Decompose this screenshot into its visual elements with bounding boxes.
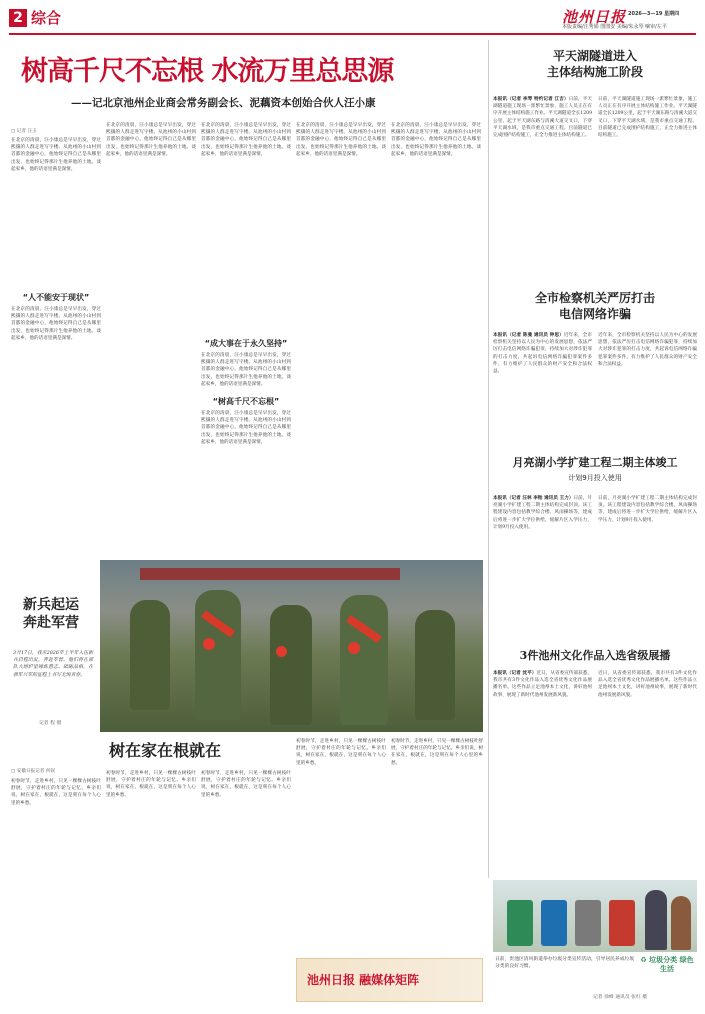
recycle-icon: ♻ bbox=[640, 956, 647, 964]
recruit-block bbox=[9, 560, 483, 732]
rooted-col-3 bbox=[201, 770, 291, 1003]
fraud-col-1 bbox=[493, 332, 592, 440]
rooted-text: 初春时节，走进乡村，只见一棵棵古树枝叶舒展，守护着村庄的年轮与记忆。乡亲们说，树在家在，根就在，这是刻在每个人心里的乡愁。 bbox=[391, 739, 483, 766]
photo-figure bbox=[270, 605, 312, 725]
photo-banner-strip bbox=[140, 568, 400, 580]
recruit-credit: 记者 程 摄 bbox=[39, 721, 62, 726]
lead-subhead-3: “树高千尺不忘根” bbox=[212, 397, 280, 406]
rooted-headline: 树在家在根就在 bbox=[109, 741, 222, 760]
photo-figure bbox=[340, 595, 388, 725]
bin-icon bbox=[541, 900, 567, 946]
recruit-photo bbox=[100, 560, 483, 732]
paper-logo: 池州日报 bbox=[562, 8, 627, 26]
school-col-1 bbox=[493, 495, 592, 630]
culture-text: 近日，从省委宣传部获悉，我市共有3件文化作品入选全省优秀文化作品展播名单。这些作品立足池州本土文化，讲好池州故事，展现了新时代池州发展新风貌。 bbox=[598, 671, 697, 698]
lead-paragraph: 在北京的清晨，汪小康总是早早出发，穿过熙攘的人群走进写字楼。从池州的小山村到首都的金融中心，他始终记得自己是从哪里出发，也始终记得那片生他养他的土地。谈起家乡，他的话语里满是深情。 bbox=[391, 123, 481, 157]
rooted-col-4 bbox=[296, 738, 386, 950]
lead-col-1 bbox=[11, 137, 101, 290]
garbage-slogan-text: 垃圾分类 绿色生活 bbox=[649, 956, 694, 973]
lead-paragraph: 在北京的清晨，汪小康总是早早出发，穿过熙攘的人群走进写字楼。从池州的小山村到首都的金融中心，他始终记得自己是从哪里出发，也始终记得那片生他养他的土地。谈起家乡，他的话语里满是深情。 bbox=[296, 123, 386, 157]
school-col-2 bbox=[598, 495, 697, 535]
photo-figure bbox=[671, 896, 691, 950]
rooted-col-2 bbox=[106, 770, 196, 1003]
fraud-col-2 bbox=[598, 332, 697, 440]
lead-paragraph: 在北京的清晨，汪小康总是早早出发，穿过熙攘的人群走进写字楼。从池州的小山村到首都的金融中心，他始终记得自己是从哪里出发，也始终记得那片生他养他的土地。谈起家乡，他的话语里满是深情。 bbox=[11, 138, 101, 172]
lead-byline: □ 记者 汪玉 bbox=[11, 129, 37, 134]
lead-paragraph: 在北京的清晨，汪小康总是早早出发，穿过熙攘的人群走进写字楼。从池州的小山村到首都的金融中心，他始终记得自己是从哪里出发，也始终记得那片生他养他的土地。谈起家乡，他的话语里满是深情。 bbox=[201, 353, 291, 387]
lead-subtitle: ——记北京池州企业商会常务副会长、泥藕资本创始合伙人汪小康 bbox=[71, 97, 376, 109]
header-rule bbox=[9, 33, 696, 35]
lead-col-4 bbox=[296, 122, 386, 628]
tunnel-headline-line1: 平天湖隧道进入 bbox=[552, 49, 637, 63]
lead-subhead-1: “人不能安于现状” bbox=[22, 293, 90, 302]
garbage-block bbox=[493, 880, 697, 1008]
fraud-headline-line2: 电信网络诈骗 bbox=[558, 307, 631, 321]
lead-paragraph: 在北京的清晨，汪小康总是早早出发，穿过熙攘的人群走进写字楼。从池州的小山村到首都的金融中心，他始终记得自己是从哪里出发，也始终记得那片生他养他的土地。谈起家乡，他的话语里满是深情。 bbox=[201, 411, 291, 445]
lead-paragraph: 在北京的清晨，汪小康总是早早出发，穿过熙攘的人群走进写字楼。从池州的小山村到首都的金融中心，他始终记得自己是从哪里出发，也始终记得那片生他养他的土地。谈起家乡，他的话语里满是深情。 bbox=[106, 123, 196, 157]
photo-figure bbox=[130, 600, 170, 710]
photo-figure bbox=[195, 590, 241, 720]
culture-article bbox=[493, 646, 697, 876]
rooted-text: 初春时节，走进乡村，只见一棵棵古树枝叶舒展，守护着村庄的年轮与记忆。乡亲们说，树在家在，根就在，这是刻在每个人心里的乡愁。 bbox=[201, 771, 291, 798]
section-title: 综合 bbox=[31, 9, 62, 27]
lead-col-3 bbox=[201, 122, 291, 336]
school-byline: 本报讯（记者 汪林 李贻 通讯员 王力） bbox=[493, 496, 574, 501]
fraud-headline bbox=[493, 290, 697, 322]
culture-text: 近日，从省委宣传部获悉，我市共有3件文化作品入选全省优秀文化作品展播名单。这些作品立足池州本土文化，讲好池州故事，展现了新时代池州发展新风貌。 bbox=[493, 671, 592, 698]
tunnel-byline: 本报讯（记者 李琴 特约记者 江吉） bbox=[493, 97, 569, 102]
recruit-headline-line2: 奔赴军营 bbox=[23, 615, 79, 631]
tunnel-headline-line2: 主体结构施工阶段 bbox=[546, 65, 643, 79]
lead-headline: 树高千尺不忘根 水流万里总思源 bbox=[21, 56, 394, 87]
photo-flower bbox=[348, 642, 360, 654]
lead-col-3b bbox=[201, 352, 291, 393]
bin-icon bbox=[609, 900, 635, 946]
column-divider bbox=[488, 40, 489, 878]
editor-credits: 本版责编/汪秀娟 图图安 美编/朱永琴 嘀审/左平 bbox=[562, 24, 667, 30]
fraud-text: 近年来，全市检察机关坚持以人民为中心的发展思想，依法严厉打击电信网络诈骗犯罪，持续加大对涉诈犯罪的打击力度，共起诉电信网络诈骗犯罪案件多件，有力维护了人民群众的财产安全和合法权益。 bbox=[598, 333, 697, 367]
garbage-credit: 记者 徐峰 通讯员 张红 摄 bbox=[593, 995, 648, 1000]
lead-col-5 bbox=[391, 122, 481, 582]
bin-icon bbox=[507, 900, 533, 946]
garbage-caption: 日前，贵池区清风街道举办垃圾分类宣传活动，引导居民养成垃圾分类的良好习惯。 bbox=[495, 957, 635, 969]
culture-byline: 本报讯（记者 沈平） bbox=[493, 671, 537, 676]
rooted-text: 初春时节，走进乡村，只见一棵棵古树枝叶舒展，守护着村庄的年轮与记忆。乡亲们说，树在家在，根就在，这是刻在每个人心里的乡愁。 bbox=[11, 779, 101, 806]
fraud-byline: 本报讯（记者 陈曼 通讯员 钟思） bbox=[493, 333, 564, 338]
tunnel-col-1 bbox=[493, 96, 592, 261]
lead-article bbox=[9, 40, 483, 632]
photo-figure bbox=[645, 890, 667, 950]
lead-col-2 bbox=[106, 122, 196, 628]
issue-date: 2026—3—19 星期四 bbox=[628, 11, 680, 17]
bin-icon bbox=[575, 900, 601, 946]
tunnel-text: 日前，平天湖隧道施工现场一派繁忙景象，施工人员正在有序开展主体结构施工作业。平天湖隧道全长1209公里，起于平天湖东路与清溪大道交叉口，下穿平天湖水域，是我市重点交通工程。目前隧道已完成围护结构施工，正全力推进主体结构施工。 bbox=[493, 97, 592, 139]
culture-col-1 bbox=[493, 670, 592, 868]
lead-paragraph: 在北京的清晨，汪小康总是早早出发，穿过熙攘的人群走进写字楼。从池州的小山村到首都的金融中心，他始终记得自己是从哪里出发，也始终记得那片生他养他的土地。谈起家乡，他的话语里满是深情。 bbox=[11, 307, 101, 341]
page-number-badge: 2 bbox=[9, 9, 27, 27]
photo-flower bbox=[276, 646, 287, 657]
fraud-headline-line1: 全市检察机关严厉打击 bbox=[534, 291, 655, 305]
school-text: 日前，月亮湖小学扩建工程二期主体结构完成封顶。该工程建设内容包括教学综合楼、风雨操场等，建成后将进一步扩大学位供给，缓解片区入学压力，计划9月投入使用。 bbox=[493, 496, 592, 530]
lead-subhead-2: “成大事在于永久坚持” bbox=[204, 339, 288, 348]
school-headline: 月亮湖小学扩建工程二期主体竣工 bbox=[512, 456, 678, 469]
rooted-text: 初春时节，走进乡村，只见一棵棵古树枝叶舒展，守护着村庄的年轮与记忆。乡亲们说，树在家在，根就在，这是刻在每个人心里的乡愁。 bbox=[296, 739, 386, 766]
rooted-byline: □ 安徽日报记者 何叙 bbox=[11, 769, 56, 774]
garbage-photo bbox=[493, 880, 697, 952]
photo-flower bbox=[203, 638, 215, 650]
school-text: 日前，月亮湖小学扩建工程二期主体结构完成封顶。该工程建设内容包括教学综合楼、风雨操场等，建成后将进一步扩大学位供给，缓解片区入学压力，计划9月投入使用。 bbox=[598, 496, 697, 523]
culture-col-2 bbox=[598, 670, 697, 770]
photo-figure bbox=[415, 610, 455, 720]
tunnel-article bbox=[493, 40, 697, 265]
fraud-text: 近年来，全市检察机关坚持以人民为中心的发展思想，依法严厉打击电信网络诈骗犯罪，持续加大对涉诈犯罪的打击力度，共起诉电信网络诈骗犯罪案件多件，有力维护了人民群众的财产安全和合法权益。 bbox=[493, 333, 592, 375]
rooted-col-1 bbox=[11, 778, 101, 1003]
tunnel-text: 日前，平天湖隧道施工现场一派繁忙景象，施工人员正在有序开展主体结构施工作业。平天湖隧道全长1209公里，起于平天湖东路与清溪大道交叉口，下穿平天湖水域，是我市重点交通工程。目前隧道已完成围护结构施工，正全力推进主体结构施工。 bbox=[598, 97, 697, 139]
media-banner-text: 池州日报 融媒体矩阵 bbox=[307, 973, 420, 987]
tunnel-col-2 bbox=[598, 96, 697, 261]
school-article bbox=[493, 455, 697, 635]
rooted-article bbox=[9, 738, 483, 1008]
media-banner bbox=[296, 958, 483, 1002]
lead-paragraph: 在北京的清晨，汪小康总是早早出发，穿过熙攘的人群走进写字楼。从池州的小山村到首都的金融中心，他始终记得自己是从哪里出发，也始终记得那片生他养他的土地。谈起家乡，他的话语里满是深情。 bbox=[201, 123, 291, 157]
fraud-article bbox=[493, 282, 697, 442]
garbage-slogan bbox=[637, 956, 697, 974]
recruit-headline-line1: 新兵起运 bbox=[23, 597, 79, 613]
rooted-text: 初春时节，走进乡村，只见一棵棵古树枝叶舒展，守护着村庄的年轮与记忆。乡亲们说，树在家在，根就在，这是刻在每个人心里的乡愁。 bbox=[106, 771, 196, 798]
recruit-caption: 3月17日，我市2026年上半年入伍新兵启程出发，奔赴军营。他们将在部队大熔炉里锤炼意志、砥砺品格，在强军兴军的征程上书写无悔青春。 bbox=[13, 651, 93, 678]
school-subtitle: 计划9月投入使用 bbox=[568, 474, 622, 482]
tunnel-headline bbox=[493, 48, 697, 80]
rooted-col-5 bbox=[391, 738, 483, 950]
culture-headline: 3件池州文化作品入选省级展播 bbox=[519, 649, 671, 662]
recruit-headline bbox=[11, 596, 91, 632]
